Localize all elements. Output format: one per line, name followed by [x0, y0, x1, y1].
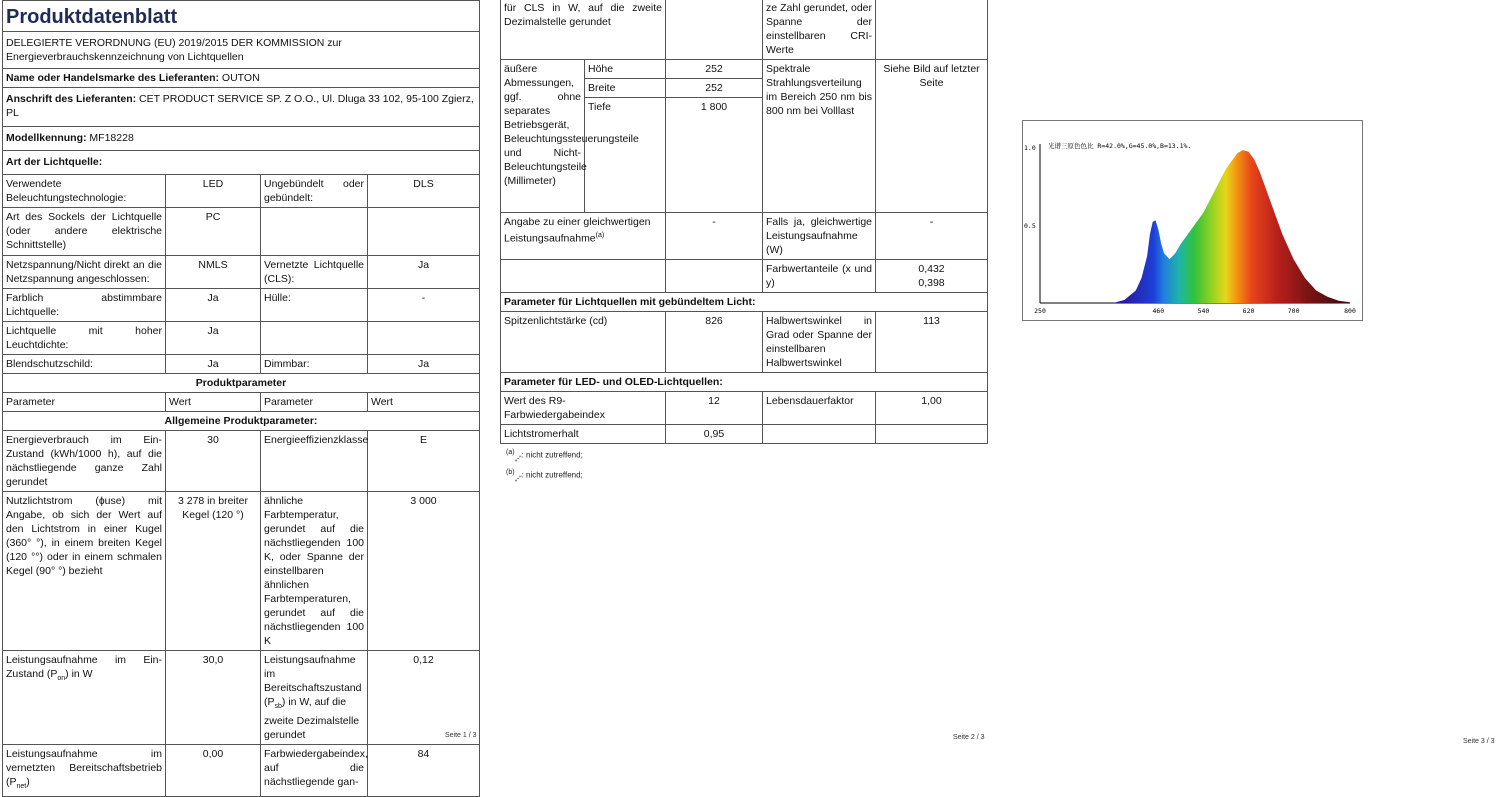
- param-label: Lebensdauerfaktor: [763, 392, 876, 425]
- page-2-table: [500, 0, 988, 444]
- supplier-name-value: OUTON: [221, 72, 260, 84]
- dimension-name: Höhe: [585, 60, 666, 79]
- page-2-number: Seite 2 / 3: [953, 734, 985, 741]
- param-label: [261, 208, 368, 256]
- param-row: [3, 322, 480, 355]
- param-row: [3, 431, 480, 492]
- param-label: Energieeffizienzklasse: [261, 431, 368, 492]
- label-subscript: sb: [274, 703, 282, 711]
- model-label: Modellkennung:: [6, 132, 87, 144]
- param-row: [3, 651, 480, 745]
- param-value: Ja: [166, 289, 261, 322]
- footnote-text: : nicht zutreffend;: [521, 470, 583, 480]
- param-value: Ja: [368, 256, 480, 289]
- x-tick-label: 250: [1034, 307, 1046, 315]
- label-part: ): [26, 776, 30, 789]
- label-part: ) in W, auf die zweite Dezimalstelle gerundet: [264, 696, 360, 742]
- param-value: Ja: [368, 355, 480, 374]
- supplier-address-row: [3, 88, 480, 127]
- empty-cell: [666, 260, 763, 293]
- param-value: 0,12: [368, 651, 480, 745]
- param-label: Lichtquelle mit hoher Leuchtdichte:: [3, 322, 166, 355]
- param-value: 1,00: [876, 392, 988, 425]
- param-label: Netzspannung/Nicht direkt an die Netzspannung angeschlossen:: [3, 256, 166, 289]
- supplier-name-row: [3, 69, 480, 88]
- param-label: Halbwertswinkel in Grad oder Spanne der einstellbaren Halbwertswinkel: [763, 312, 876, 373]
- label-subscript: on: [57, 675, 66, 683]
- label-superscript: (a): [595, 232, 605, 239]
- param-row: [501, 213, 988, 260]
- x-tick-label: 800: [1344, 307, 1356, 315]
- supplier-name-label: Name oder Handelsmarke des Lieferanten:: [6, 72, 219, 84]
- param-row: [501, 260, 988, 293]
- param-label: Vernetzte Lichtquelle (CLS):: [261, 256, 368, 289]
- footnote-marker: (a): [506, 449, 515, 456]
- param-row: [501, 60, 988, 79]
- param-row: [3, 256, 480, 289]
- param-value: NMLS: [166, 256, 261, 289]
- param-label: [261, 651, 368, 745]
- column-header: Wert: [368, 393, 480, 412]
- param-label: Hülle:: [261, 289, 368, 322]
- param-label: ähnliche Farbtemperatur, gerundet auf die nächstliegenden 100 K, oder Spanne der einstellbaren ähnlichen Farbtemperaturen, gerundet auf die nächstliegenden 100 K: [261, 492, 368, 651]
- param-label: Energieverbrauch im Ein-Zustand (kWh/1000 h), auf die nächstliegende ganze Zahl gerundet: [3, 431, 166, 492]
- param-label: Blendschutzschild:: [3, 355, 166, 374]
- chroma-y: 0,398: [918, 277, 945, 289]
- footnote-quote: „-“: [514, 475, 522, 483]
- label-part: Leistungsaufnahme im Bereitschaftszustand (P: [264, 654, 362, 708]
- param-value: 3 278 in breiter Kegel (120 °): [166, 492, 261, 651]
- page-1-table: [2, 0, 480, 797]
- param-row: [3, 208, 480, 256]
- x-tick-label: 700: [1287, 307, 1300, 315]
- product-params-heading: Produktparameter: [3, 374, 480, 393]
- param-value: 30,0: [166, 651, 261, 745]
- page-1: [2, 0, 479, 797]
- led-heading: Parameter für LED- und OLED-Lichtquellen:: [501, 373, 988, 392]
- dimension-name: Breite: [585, 79, 666, 98]
- page-1-number: Seite 1 / 3: [445, 732, 477, 739]
- column-header: Wert: [166, 393, 261, 412]
- param-label: Spektrale Strahlungsverteilung im Bereich 250 nm bis 800 nm bei Volllast: [763, 60, 876, 213]
- dimension-value: 252: [666, 79, 763, 98]
- param-label: Verwendete Beleuchtungstechnologie:: [3, 175, 166, 208]
- param-row: [3, 175, 480, 208]
- param-label: Art des Sockels der Lichtquelle (oder andere elektrische Schnittstelle): [3, 208, 166, 256]
- supplier-address-label: Anschrift des Lieferanten:: [6, 93, 137, 105]
- param-label: [3, 745, 166, 797]
- param-label: [3, 651, 166, 745]
- param-label: Lichtstromerhalt: [501, 425, 666, 444]
- x-tick-label: 540: [1197, 307, 1210, 315]
- param-label: Farbwertanteile (x und y): [763, 260, 876, 293]
- y-tick-label: 1.0: [1024, 144, 1036, 152]
- param-label: Falls ja, gleichwertige Leistungsaufnahme (W): [763, 213, 876, 260]
- param-value: DLS: [368, 175, 480, 208]
- label-part: Leistungsaufnahme im vernetzten Bereitschaftsbetrieb (P: [6, 748, 162, 789]
- param-value: PC: [166, 208, 261, 256]
- footnote-a: [500, 446, 987, 466]
- param-label: für CLS in W, auf die zweite Dezimalstelle gerundet: [501, 0, 666, 60]
- param-value: -: [876, 213, 988, 260]
- param-value: 0,00: [166, 745, 261, 797]
- footnote-b: [500, 466, 987, 486]
- param-label: Nutzlichtstrom (ɸuse) mit Angabe, ob sich der Wert auf den Lichtstrom in einer Kugel (360° °), in einem breiten Kegel (120 °°) oder in einem schmalen Kegel (90° °) bezieht: [3, 492, 166, 651]
- param-row: [3, 492, 480, 651]
- footnote-marker: (b): [506, 469, 515, 477]
- spectrum-chart: [1022, 120, 1363, 321]
- empty-cell: [763, 425, 876, 444]
- general-params-heading: Allgemeine Produktparameter:: [3, 412, 480, 431]
- param-label: [261, 322, 368, 355]
- param-value: [368, 208, 480, 256]
- param-label: Wert des R9-Farbwiedergabeindex: [501, 392, 666, 425]
- param-label: ze Zahl gerundet, oder Spanne der einstellbaren CRI-Werte: [763, 0, 876, 60]
- spectrum-area: [1040, 150, 1350, 303]
- document-title: Produktdatenblatt: [3, 1, 480, 32]
- dimension-name: Tiefe: [585, 98, 666, 213]
- page-3-number: Seite 3 / 3: [1463, 738, 1495, 745]
- param-value: 12: [666, 392, 763, 425]
- spectrum-caption: 光谱三原色色比 R=42.0%,G=45.0%,B=13.1%.: [1048, 142, 1192, 150]
- param-value: [876, 260, 988, 293]
- label-part: ) in W: [65, 668, 93, 680]
- param-label: Farbwiedergabeindex, auf die nächstliegende gan-: [261, 745, 368, 797]
- light-source-type-heading: Art der Lichtquelle:: [3, 151, 480, 175]
- column-header: Parameter: [3, 393, 166, 412]
- directional-heading: Parameter für Lichtquellen mit gebündeltem Licht:: [501, 293, 988, 312]
- param-value: -: [666, 213, 763, 260]
- column-header: Parameter: [261, 393, 368, 412]
- chroma-x: 0,432: [918, 263, 945, 275]
- param-row: [3, 355, 480, 374]
- dimensions-label: äußere Abmessungen, ggf. ohne separates Betriebsgerät, Beleuchtungssteuerungsteile und Nicht-Beleuchtungsteile (Millimeter): [501, 60, 585, 213]
- dimension-value: 1 800: [666, 98, 763, 213]
- dimension-value: 252: [666, 60, 763, 79]
- param-value: 113: [876, 312, 988, 373]
- label-part: Angabe zu einer gleichwertigen Leistungsaufnahme: [504, 216, 651, 245]
- param-value: E: [368, 431, 480, 492]
- param-label: Ungebündelt oder gebündelt:: [261, 175, 368, 208]
- param-value: [368, 322, 480, 355]
- model-value: MF18228: [89, 132, 134, 144]
- param-value: 0,95: [666, 425, 763, 444]
- param-value: LED: [166, 175, 261, 208]
- param-value: 84: [368, 745, 480, 797]
- param-value: 826: [666, 312, 763, 373]
- param-value: 3 000: [368, 492, 480, 651]
- param-value: -: [368, 289, 480, 322]
- param-row: [501, 312, 988, 373]
- continued-row: [501, 0, 988, 60]
- param-value: 30: [166, 431, 261, 492]
- empty-cell: [501, 260, 666, 293]
- y-tick-label: 0.5: [1024, 222, 1036, 230]
- param-label: Dimmbar:: [261, 355, 368, 374]
- footnote-text: : nicht zutreffend;: [521, 450, 583, 460]
- column-header-row: [3, 393, 480, 412]
- model-row: [3, 127, 480, 151]
- label-part: Leistungsaufnahme im Ein-Zustand (P: [6, 654, 162, 680]
- x-tick-label: 460: [1152, 307, 1165, 315]
- param-label: Farblich abstimmbare Lichtquelle:: [3, 289, 166, 322]
- param-value: Siehe Bild auf letzter Seite: [876, 60, 988, 213]
- param-row: [3, 289, 480, 322]
- param-value: [876, 0, 988, 60]
- spectrum-series-area: [1040, 150, 1350, 303]
- param-row: [501, 425, 988, 444]
- empty-cell: [876, 425, 988, 444]
- param-label: [501, 213, 666, 260]
- regulation-text: DELEGIERTE VERORDNUNG (EU) 2019/2015 DER KOMMISSION zur Energieverbrauchskennzeichnung von Lichtquellen: [3, 32, 480, 69]
- param-value: Ja: [166, 322, 261, 355]
- param-row: [501, 392, 988, 425]
- param-row: [3, 745, 480, 797]
- x-tick-label: 620: [1242, 307, 1255, 315]
- supplier-address-value: CET PRODUCT SERVICE SP. Z O.O., Ul. Dluga 33 102, 95-100 Zgierz, PL: [6, 93, 474, 119]
- page-2: [500, 0, 987, 487]
- param-value: [666, 0, 763, 60]
- footnote-quote: „-“: [514, 455, 522, 463]
- param-label: Spitzenlichtstärke (cd): [501, 312, 666, 373]
- spectrum-svg: [1023, 121, 1362, 320]
- param-value: Ja: [166, 355, 261, 374]
- label-subscript: net: [16, 783, 27, 791]
